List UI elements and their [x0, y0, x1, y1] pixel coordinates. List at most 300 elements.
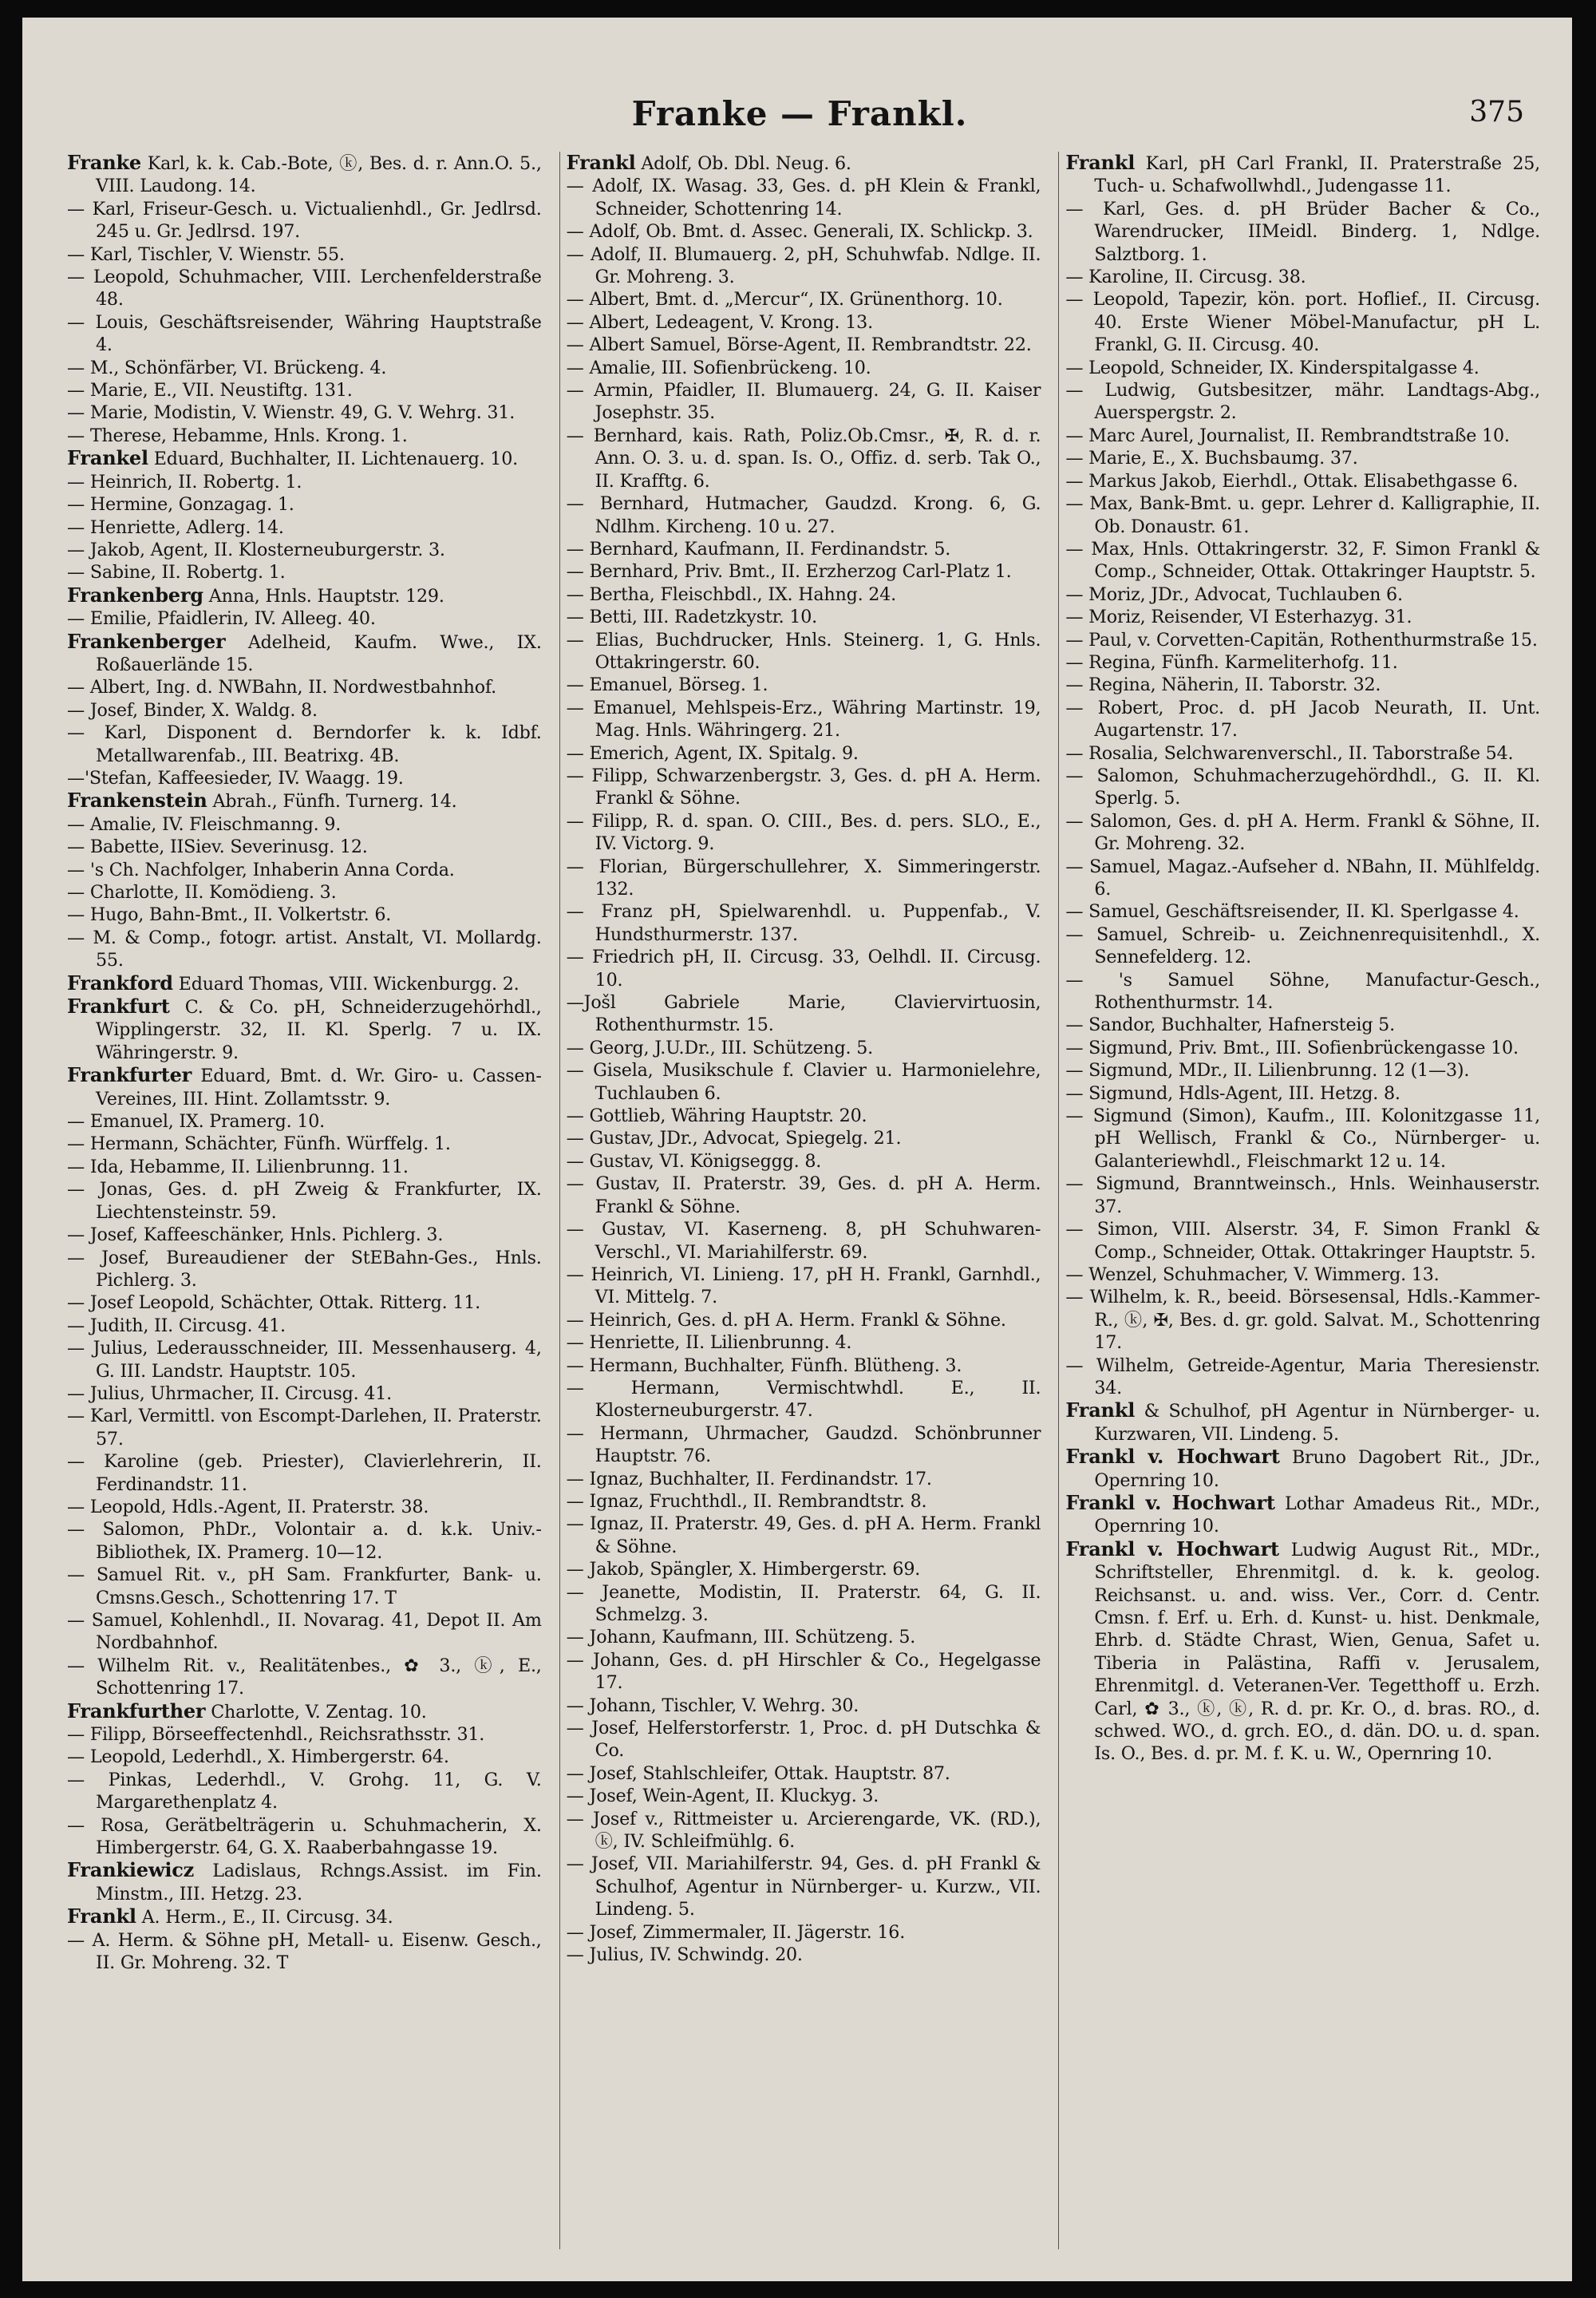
entry-text: — Samuel, Kohlenhdl., II. Novarag. 41, Depot II. Am Nordbahnhof. — [67, 1610, 542, 1654]
entry-text: — Sigmund, MDr., II. Lilienbrunng. 12 (1—3). — [1065, 1060, 1470, 1082]
entry-text: — Adolf, Ob. Bmt. d. Assec. Generali, IX. Schlickp. 3. — [566, 221, 1033, 243]
entry-text: — Josef v., Rittmeister u. Arcierengarde, VK. (RD.), ⓚ, IV. Schleifmühlg. 6. — [566, 1808, 1041, 1853]
directory-entry — [567, 334, 1041, 356]
directory-entry — [567, 1513, 1041, 1558]
directory-entry — [67, 789, 542, 813]
entry-text: Adelheid, Kaufm. Wwe., IX. Roßauerlände 15. — [96, 631, 542, 675]
directory-entry — [567, 311, 1041, 334]
entry-text: — Bertha, Fleischbdl., IX. Hahng. 24. — [566, 583, 896, 605]
directory-entry — [567, 697, 1041, 742]
entry-text: — Bernhard, Hutmacher, Gaudzd. Krong. 6, G. Ndlhm. Kircheng. 10 u. 27. — [566, 493, 1041, 537]
entry-text: — Hugo, Bahn-Bmt., II. Volkertstr. 6. — [67, 904, 392, 926]
directory-entry — [67, 1769, 542, 1814]
entry-text: — Julius, Uhrmacher, II. Circusg. 41. — [67, 1382, 392, 1404]
entry-text: Eduard Thomas, VIII. Wickenburgg. 2. — [178, 973, 519, 995]
directory-entry — [567, 152, 1041, 175]
directory-entry — [567, 1173, 1041, 1218]
directory-entry — [1065, 1059, 1540, 1082]
entry-text: — Judith, II. Circusg. 41. — [67, 1315, 286, 1336]
directory-entry — [67, 243, 542, 266]
entry-surname: Frankfurter — [67, 1063, 192, 1087]
directory-entry — [67, 881, 542, 904]
entry-text: — A. Herm. & Söhne pH, Metall- u. Eisenw. Gesch., II. Gr. Mohreng. 32. T — [67, 1929, 542, 1974]
directory-entry — [67, 1156, 542, 1178]
directory-entry — [67, 357, 542, 379]
entry-text: Ludwig August Rit., MDr., Schriftsteller, Ehrenmitgl. d. k. k. geolog. Reichsanst. u. and. wiss. Ver., Corr. d. Centr. Cmsn. f. Erf. u. Erh. d. Kunst- u. hist. Denkmale, Ehrb. d. Städte Chrast, Wien, Genua, Safet u. Tiberia in Palästina, Raffi v. Jerusalem, Ehrenmitgl. d. Veteranen-Ver. Tegetthoff u. Erzh. Carl, ✿ 3., ⓚ, ⓚ, R. d. pr. Kr. O., d. bras. RO., d. schwed. WO., d. grch. EO., d. dän. DO. u. d. span. Is. O., Bes. d. pr. M. f. K. u. W., Opernring 10. — [1094, 1539, 1541, 1765]
directory-entry — [567, 1944, 1041, 1966]
entry-text: — M. & Comp., fotogr. artist. Anstalt, VI. Mollardg. 55. — [67, 927, 542, 971]
directory-entry — [567, 1490, 1041, 1513]
entry-text: — Heinrich, Ges. d. pH A. Herm. Frankl & Söhne. — [566, 1309, 1006, 1331]
directory-entry — [567, 629, 1041, 674]
entry-text: — Leopold, Tapezir, kön. port. Hoflief., II. Circusg. 40. Erste Wiener Möbel-Manufactur, pH L. Frankl, G. II. Circusg. 40. — [1065, 289, 1541, 356]
entry-text: Abrah., Fünfh. Turnerg. 14. — [212, 791, 457, 813]
entry-text: — Albert, Ing. d. NWBahn, II. Nordwestbahnhof. — [67, 677, 497, 698]
entry-text: — Leopold, Hdls.-Agent, II. Praterstr. 38. — [67, 1496, 429, 1517]
directory-entry — [567, 1808, 1041, 1853]
directory-entry — [567, 810, 1041, 856]
directory-entry — [67, 699, 542, 722]
entry-text: — Elias, Buchdrucker, Hnls. Steinerg. 1, G. Hnls. Ottakringerstr. 60. — [566, 629, 1041, 673]
directory-entry — [67, 1315, 542, 1337]
directory-entry — [1065, 379, 1540, 425]
directory-entry — [67, 836, 542, 858]
directory-entry — [67, 1723, 542, 1746]
directory-entry — [67, 1405, 542, 1450]
entry-text: — Robert, Proc. d. pH Jacob Neurath, II. Unt. Augartenstr. 17. — [1065, 697, 1541, 742]
directory-entry — [67, 1450, 542, 1496]
entry-text: —'Stefan, Kaffeesieder, IV. Waagg. 19. — [67, 767, 404, 789]
entry-text: — Rosalia, Selchwarenverschl., II. Taborstraße 54. — [1065, 742, 1514, 764]
entry-text: — Samuel, Magaz.-Aufseher d. NBahn, II. Mühlfeldg. 6. — [1065, 856, 1541, 900]
entry-text: — Emanuel, IX. Pramerg. 10. — [67, 1111, 326, 1133]
directory-entry — [67, 859, 542, 881]
entry-text: — Heinrich, II. Robertg. 1. — [67, 471, 302, 492]
entry-text: — Adolf, II. Blumauerg. 2, pH, Schuhwfab. Ndlge. II. Gr. Mohreng. 3. — [566, 243, 1041, 288]
entry-text: — Hermann, Vermischtwhdl. E., II. Klosterneuburgerstr. 47. — [566, 1377, 1041, 1422]
entry-text: — Johann, Ges. d. pH Hirschler & Co., Hegelgasse 17. — [566, 1649, 1041, 1694]
entry-text: — Bernhard, kais. Rath, Poliz.Ob.Cmsr., ✠, R. d. r. Ann. O. 3. u. d. span. Is. O., Offiz. d. serb. Tak O., II. Krafftg. 6. — [566, 425, 1041, 492]
entry-text: — Karl, Ges. d. pH Brüder Bacher & Co., Warendrucker, IIMeidl. Binderg. 1, Ndlge. Salztborg. 1. — [1065, 198, 1541, 265]
entry-text: — Josef, VII. Mariahilferstr. 94, Ges. d. pH Frankl & Schulhof, Agentur in Nürnberger- u. Kurzw., VII. Lindeng. 5. — [566, 1853, 1041, 1920]
directory-entry — [67, 1291, 542, 1314]
directory-entry — [67, 425, 542, 447]
entry-text: Eduard, Buchhalter, II. Lichtenauerg. 10. — [153, 449, 518, 470]
directory-entry — [1065, 1538, 1540, 1766]
directory-entry — [1065, 1105, 1540, 1173]
entry-text: — Ida, Hebamme, II. Lilienbrunng. 11. — [67, 1156, 409, 1177]
entry-text: — Josef, Stahlschleifer, Ottak. Hauptstr. 87. — [566, 1762, 950, 1784]
directory-entry — [67, 311, 542, 357]
directory-entry — [567, 583, 1041, 606]
directory-entry — [567, 742, 1041, 765]
entry-text: — Georg, J.U.Dr., III. Schützeng. 5. — [566, 1037, 873, 1058]
entry-text: — Karl, Tischler, V. Wienstr. 55. — [67, 243, 345, 265]
entry-text: — Betti, III. Radetzkystr. 10. — [566, 607, 818, 628]
directory-entry — [567, 1127, 1041, 1149]
entry-text: — Ignaz, II. Praterstr. 49, Ges. d. pH A. Herm. Frankl & Söhne. — [566, 1513, 1041, 1557]
directory-entry — [567, 175, 1041, 220]
entry-surname: Frankel — [67, 446, 148, 470]
directory-entry — [567, 538, 1041, 560]
column-left — [67, 152, 542, 2249]
entry-text: — Emanuel, Mehlspeis-Erz., Währing Martinstr. 19, Mag. Hnls. Währingerg. 21. — [566, 697, 1041, 742]
directory-entry — [67, 1859, 542, 1905]
directory-entry — [1065, 856, 1540, 901]
directory-entry — [67, 401, 542, 424]
entry-text: — 's Samuel Söhne, Manufactur-Gesch., Rothenthurmstr. 14. — [1065, 969, 1541, 1014]
directory-entry — [567, 220, 1041, 243]
running-head: Franke — Frankl. — [631, 94, 968, 133]
entry-text: — Babette, IISiev. Severinusg. 12. — [67, 837, 368, 858]
entry-text: — Emilie, Pfaidlerin, IV. Alleeg. 40. — [67, 608, 376, 630]
directory-entry — [567, 492, 1041, 538]
directory-entry — [567, 1037, 1041, 1059]
entry-text: Karl, pH Carl Frankl, II. Praterstraße 25, Tuch- u. Schafwollwhdl., Judengasse 11. — [1094, 153, 1541, 197]
directory-entry — [67, 152, 542, 198]
directory-entry — [1065, 1037, 1540, 1059]
directory-entry — [567, 856, 1041, 901]
entry-text: — Filipp, Börseeffectenhdl., Reichsrathsstr. 31. — [67, 1724, 485, 1746]
directory-entry — [1065, 1264, 1540, 1286]
entry-surname: Frankl — [67, 1904, 136, 1928]
entry-text: — Marie, E., X. Buchsbaumg. 37. — [1065, 448, 1358, 469]
directory-entry — [567, 1150, 1041, 1173]
directory-entry — [67, 1609, 542, 1655]
directory-entry — [67, 1064, 542, 1110]
entry-text: — Wilhelm, Getreide-Agentur, Maria Theresienstr. 34. — [1065, 1355, 1541, 1398]
directory-entry — [567, 946, 1041, 991]
entry-text: — Wenzel, Schuhmacher, V. Wimmerg. 13. — [1065, 1264, 1440, 1285]
entry-text: A. Herm., E., II. Circusg. 34. — [141, 1907, 393, 1928]
entry-text: — Karoline, II. Circusg. 38. — [1065, 267, 1306, 288]
directory-entry — [1065, 266, 1540, 288]
entry-text: — M., Schönfärber, VI. Brückeng. 4. — [67, 357, 387, 378]
entry-text: — Therese, Hebamme, Hnls. Krong. 1. — [67, 425, 408, 446]
entry-text: — Gustav, JDr., Advocat, Spiegelg. 21. — [566, 1128, 902, 1149]
entry-text: — Gustav, VI. Königseggg. 8. — [566, 1150, 822, 1172]
directory-entry — [1065, 810, 1540, 856]
directory-entry — [67, 904, 542, 926]
directory-entry — [67, 607, 542, 630]
directory-entry — [1065, 969, 1540, 1015]
entry-text: Bruno Dagobert Rit., JDr., Opernring 10. — [1094, 1447, 1540, 1491]
entry-text: — Louis, Geschäftsreisender, Währing Hauptstraße 4. — [67, 311, 542, 356]
entry-text: — Karl, Disponent d. Berndorfer k. k. Idbf. Metallwarenfab., III. Beatrixg. 4B. — [67, 722, 542, 766]
directory-entry — [1065, 924, 1540, 969]
entry-text: Charlotte, V. Zentag. 10. — [211, 1701, 427, 1723]
directory-entry — [67, 539, 542, 561]
directory-entry — [567, 1355, 1041, 1377]
entry-text: — Pinkas, Lederhdl., V. Grohg. 11, G. V. Margarethenplatz 4. — [67, 1769, 542, 1813]
directory-entry — [67, 1337, 542, 1382]
entry-text: — Wilhelm, k. R., beeid. Börsesensal, Hdls.-Kammer-R., ⓚ, ✠, Bes. d. gr. gold. Salvat. M., Schottenring 17. — [1065, 1287, 1541, 1354]
entry-text: — Sigmund, Hdls-Agent, III. Hetzg. 8. — [1065, 1082, 1400, 1104]
directory-entry — [67, 561, 542, 583]
directory-entry — [1065, 538, 1540, 583]
entry-text: — Emerich, Agent, IX. Spitalg. 9. — [566, 742, 859, 764]
directory-entry — [1065, 629, 1540, 651]
entry-text: — Florian, Bürgerschullehrer, X. Simmeringerstr. 132. — [566, 856, 1041, 900]
directory-columns — [67, 152, 1540, 2249]
entry-text: Lothar Amadeus Rit., MDr., Opernring 10. — [1094, 1493, 1541, 1537]
entry-text: — Albert, Bmt. d. „Mercur“, IX. Grünenthorg. 10. — [566, 289, 1003, 310]
directory-entry — [67, 767, 542, 789]
entry-text: Karl, k. k. Cab.-Bote, ⓚ, Bes. d. r. Ann.O. 5., VIII. Laudong. 14. — [96, 153, 542, 197]
directory-entry — [1065, 447, 1540, 469]
directory-entry — [1065, 357, 1540, 379]
directory-entry — [67, 995, 542, 1064]
directory-entry — [1065, 1218, 1540, 1264]
entry-surname: Frankfurt — [67, 995, 170, 1018]
entry-text: — Leopold, Lederhdl., X. Himbergerstr. 64. — [67, 1746, 449, 1768]
entry-text: — Sandor, Buchhalter, Hafnersteig 5. — [1065, 1015, 1395, 1036]
entry-text: Adolf, Ob. Dbl. Neug. 6. — [641, 153, 851, 174]
directory-entry — [67, 1518, 542, 1564]
entry-text: — Hermine, Gonzagag. 1. — [67, 494, 294, 516]
directory-entry — [1065, 1355, 1540, 1400]
directory-entry — [567, 1558, 1041, 1580]
entry-text: — Regina, Fünfh. Karmeliterhofg. 11. — [1065, 651, 1398, 673]
directory-entry — [567, 379, 1041, 425]
directory-entry — [1065, 651, 1540, 674]
directory-entry — [1065, 742, 1540, 765]
entry-text: — Albert, Ledeagent, V. Krong. 13. — [566, 311, 873, 333]
entry-surname: Frankford — [67, 971, 173, 995]
directory-entry — [67, 266, 542, 311]
entry-text: — Gottlieb, Währing Hauptstr. 20. — [566, 1105, 867, 1127]
entry-text: — Josef, Binder, X. Waldg. 8. — [67, 699, 318, 721]
entry-text: — Marie, E., VII. Neustiftg. 131. — [67, 380, 353, 401]
entry-text: — Adolf, IX. Wasag. 33, Ges. d. pH Klein & Frankl, Schneider, Schottenring 14. — [566, 176, 1041, 220]
entry-text: — Gisela, Musikschule f. Clavier u. Harmonielehre, Tuchlauben 6. — [566, 1060, 1041, 1104]
entry-text: — Hermann, Uhrmacher, Gaudzd. Schönbrunner Hauptstr. 76. — [566, 1422, 1041, 1467]
directory-entry — [1065, 900, 1540, 923]
directory-entry — [567, 1468, 1041, 1490]
directory-entry — [567, 674, 1041, 696]
entry-surname: Frankiewicz — [67, 1858, 195, 1882]
directory-entry — [567, 357, 1041, 379]
directory-entry — [1065, 1399, 1540, 1446]
directory-entry — [1065, 697, 1540, 742]
entry-text: — Amalie, IV. Fleischmanng. 9. — [67, 813, 342, 835]
directory-entry — [67, 1929, 542, 1975]
directory-entry — [67, 1224, 542, 1246]
directory-entry — [1065, 1492, 1540, 1538]
entry-text: — Karl, Friseur-Gesch. u. Victualienhdl., Gr. Jedlrsd. 245 u. Gr. Jedlrsd. 197. — [67, 198, 542, 243]
entry-text: — Charlotte, II. Komödieng. 3. — [67, 882, 337, 903]
entry-text: — Josef, Bureaudiener der StEBahn-Ges., Hnls. Pichlerg. 3. — [67, 1247, 542, 1291]
entry-text: — Hermann, Buchhalter, Fünfh. Blütheng. 3. — [566, 1355, 962, 1376]
directory-entry — [567, 1059, 1041, 1105]
entry-text: — Sigmund, Priv. Bmt., III. Sofienbrückengasse 10. — [1065, 1037, 1519, 1058]
directory-entry — [67, 1110, 542, 1133]
entry-text: — Julius, Lederausschneider, III. Messenhauserg. 4, G. III. Landstr. Hauptstr. 105. — [67, 1338, 542, 1382]
entry-text: — Samuel, Schreib- u. Zeichnenrequisitenhdl., X. Sennefelderg. 12. — [1065, 924, 1541, 968]
directory-entry — [567, 1581, 1041, 1627]
directory-entry — [1065, 198, 1540, 266]
directory-entry — [567, 1218, 1041, 1264]
directory-entry — [567, 288, 1041, 310]
entry-text: — Jakob, Spängler, X. Himbergerstr. 69. — [566, 1559, 921, 1580]
entry-text: — Salomon, Ges. d. pH A. Herm. Frankl & Söhne, II. Gr. Mohreng. 32. — [1065, 810, 1541, 855]
entry-text: — Regina, Näherin, II. Taborstr. 32. — [1065, 674, 1381, 696]
directory-entry — [567, 1695, 1041, 1717]
entry-text: — Ignaz, Fruchthdl., II. Rembrandtstr. 8. — [566, 1490, 927, 1512]
entry-surname: Frankfurther — [67, 1699, 206, 1723]
entry-text: — Marc Aurel, Journalist, II. Rembrandtstraße 10. — [1065, 425, 1510, 446]
entry-text: — Karoline (geb. Priester), Clavierlehrerin, II. Ferdinandstr. 11. — [67, 1451, 542, 1495]
directory-entry — [567, 1105, 1041, 1127]
directory-entry — [567, 425, 1041, 492]
directory-entry — [567, 1762, 1041, 1785]
directory-entry — [67, 379, 542, 401]
directory-entry — [67, 927, 542, 972]
directory-entry — [1065, 583, 1540, 606]
entry-surname: Frankl v. Hochwart — [1065, 1490, 1275, 1514]
entry-text: — Hermann, Schächter, Fünfh. Würffelg. 1. — [67, 1133, 451, 1155]
directory-entry — [67, 1178, 542, 1224]
entry-text: — Sigmund (Simon), Kaufm., III. Kolonitzgasse 11, pH Wellisch, Frankl & Co., Nürnberger- u. Galanteriewhdl., Fleischmarkt 12 u. 14. — [1065, 1105, 1541, 1172]
entry-text: — Leopold, Schneider, IX. Kinderspitalgasse 4. — [1065, 357, 1479, 378]
entry-surname: Frankl v. Hochwart — [1065, 1537, 1279, 1560]
entry-text: — Julius, IV. Schwindg. 20. — [566, 1944, 803, 1966]
entry-text: — Max, Hnls. Ottakringerstr. 32, F. Simon Frankl & Comp., Schneider, Ottak. Ottakringer Hauptstr. 5. — [1065, 538, 1541, 583]
directory-entry — [567, 1331, 1041, 1354]
entry-surname: Frankenstein — [67, 789, 207, 813]
entry-text: & Schulhof, pH Agentur in Nürnberger- u. Kurzwaren, VII. Lindeng. 5. — [1094, 1401, 1541, 1445]
directory-entry — [67, 813, 542, 836]
entry-text: — Leopold, Schuhmacher, VIII. Lerchenfelderstraße 48. — [67, 267, 542, 310]
entry-text: C. & Co. pH, Schneiderzugehörhdl., Wipplingerstr. 32, II. Kl. Sperlg. 7 u. IX. Währingerstr. 9. — [96, 997, 542, 1063]
entry-text: — Bernhard, Kaufmann, II. Ferdinandstr. 5. — [566, 538, 951, 560]
entry-text: — Johann, Tischler, V. Wehrg. 30. — [566, 1695, 859, 1716]
entry-text: — Armin, Pfaidler, II. Blumauerg. 24, G. II. Kaiser Josephstr. 35. — [566, 380, 1041, 424]
entry-text: — Jeanette, Modistin, II. Praterstr. 64, G. II. Schmelzg. 3. — [566, 1581, 1041, 1625]
directory-entry — [67, 471, 542, 493]
directory-entry — [67, 631, 542, 677]
directory-entry — [1065, 674, 1540, 696]
directory-entry — [567, 1377, 1041, 1422]
entry-text: — Max, Bank-Bmt. u. gepr. Lehrer d. Kalligraphie, II. Ob. Donaustr. 61. — [1065, 493, 1541, 537]
directory-entry — [567, 1717, 1041, 1762]
directory-entry — [67, 1814, 542, 1860]
entry-text: — Emanuel, Börseg. 1. — [566, 674, 768, 696]
entry-text: — Ludwig, Gutsbesitzer, mähr. Landtags-Abg., Auerspergstr. 2. — [1065, 380, 1541, 424]
directory-entry — [67, 1133, 542, 1155]
entry-surname: Frankl — [1065, 151, 1136, 174]
entry-text: — Moriz, Reisender, VI Esterhazyg. 31. — [1065, 607, 1412, 628]
entry-text: — Josef, Helferstorferstr. 1, Proc. d. pH Dutschka & Co. — [566, 1718, 1041, 1762]
column-right — [1058, 152, 1540, 2249]
entry-text: — Jakob, Agent, II. Klosterneuburgerstr. 3. — [67, 539, 445, 560]
directory-entry — [1065, 152, 1540, 198]
directory-entry — [67, 722, 542, 767]
directory-entry — [567, 1785, 1041, 1807]
directory-entry — [1065, 1082, 1540, 1105]
directory-entry — [1065, 288, 1540, 356]
directory-entry — [567, 1422, 1041, 1468]
directory-entry — [567, 1921, 1041, 1944]
entry-text: — Ignaz, Buchhalter, II. Ferdinandstr. 17. — [566, 1468, 932, 1489]
directory-entry — [67, 584, 542, 607]
entry-text: — Paul, v. Corvetten-Capitän, Rothenthurmstraße 15. — [1065, 629, 1538, 651]
directory-entry — [567, 1264, 1041, 1309]
entry-text: — 's Ch. Nachfolger, Inhaberin Anna Corda. — [67, 859, 455, 880]
entry-text: — Josef Leopold, Schächter, Ottak. Ritterg. 11. — [67, 1292, 481, 1314]
page-header — [67, 94, 1532, 142]
directory-entry — [67, 1382, 542, 1405]
entry-text: — Wilhelm Rit. v., Realitätenbes., ✿ 3., ⓚ, E., Schottenring 17. — [67, 1655, 542, 1699]
directory-entry — [567, 1649, 1041, 1695]
entry-text: — Markus Jakob, Eierhdl., Ottak. Elisabethgasse 6. — [1065, 470, 1519, 492]
directory-page — [22, 18, 1572, 2281]
directory-entry — [1065, 1286, 1540, 1354]
entry-text: — Franz pH, Spielwarenhdl. u. Puppenfab., V. Hundsthurmerstr. 137. — [566, 901, 1041, 945]
entry-text: Ladislaus, Rchngs.Assist. im Fin. Minstm., III. Hetzg. 23. — [96, 1861, 542, 1904]
directory-entry — [567, 900, 1041, 946]
directory-entry — [1065, 1173, 1540, 1218]
entry-text: — Gustav, II. Praterstr. 39, Ges. d. pH A. Herm. Frankl & Söhne. — [566, 1173, 1041, 1217]
directory-entry — [67, 972, 542, 995]
entry-text: — Filipp, Schwarzenbergstr. 3, Ges. d. pH A. Herm. Frankl & Söhne. — [566, 765, 1041, 809]
entry-text: — Sabine, II. Robertg. 1. — [67, 562, 286, 583]
entry-text: — Bernhard, Priv. Bmt., II. Erzherzog Carl-Platz 1. — [566, 561, 1012, 583]
entry-surname: Frankl — [1065, 1398, 1136, 1422]
entry-text: — Rosa, Gerätbelträgerin u. Schuhmacherin, X. Himbergerstr. 64, G. X. Raaberbahngasse 19. — [67, 1814, 542, 1859]
directory-entry — [67, 1247, 542, 1292]
entry-text: — Samuel Rit. v., pH Sam. Frankfurter, Bank- u. Cmsns.Gesch., Schottenring 17. T — [67, 1564, 542, 1608]
directory-entry — [67, 516, 542, 539]
directory-entry — [1065, 765, 1540, 810]
directory-entry — [67, 1564, 542, 1609]
directory-entry — [567, 606, 1041, 628]
entry-text: — Josef, Kaffeeschänker, Hnls. Pichlerg. 3. — [67, 1224, 444, 1246]
directory-entry — [1065, 492, 1540, 538]
entry-text: — Gustav, VI. Kaserneng. 8, pH Schuhwaren-Verschl., VI. Mariahilferstr. 69. — [566, 1219, 1041, 1263]
entry-surname: Franke — [67, 151, 141, 174]
directory-entry — [1065, 425, 1540, 447]
column-middle — [559, 152, 1041, 2249]
entry-text: — Salomon, Schuhmacherzugehördhdl., G. II. Kl. Sperlg. 5. — [1065, 765, 1541, 809]
directory-entry — [567, 1853, 1041, 1920]
entry-text: — Albert Samuel, Börse-Agent, II. Rembrandtstr. 22. — [566, 334, 1032, 356]
directory-entry — [567, 560, 1041, 583]
entry-text: — Heinrich, VI. Linieng. 17, pH H. Frankl, Garnhdl., VI. Mittelg. 7. — [566, 1264, 1041, 1308]
directory-entry — [67, 676, 542, 698]
directory-entry — [67, 1496, 542, 1518]
entry-text: — Marie, Modistin, V. Wienstr. 49, G. V. Wehrg. 31. — [67, 402, 516, 424]
directory-entry — [67, 198, 542, 243]
entry-text: — Johann, Kaufmann, III. Schützeng. 5. — [566, 1627, 916, 1648]
directory-entry — [67, 493, 542, 516]
entry-text: — Salomon, PhDr., Volontair a. d. k.k. Univ.-Bibliothek, IX. Pramerg. 10—12. — [67, 1519, 542, 1563]
entry-text: Eduard, Bmt. d. Wr. Giro- u. Cassen-Vereines, III. Hint. Zollamtsstr. 9. — [96, 1066, 542, 1109]
entry-surname: Frankenberger — [67, 629, 226, 653]
entry-text: — Filipp, R. d. span. O. CIII., Bes. d. pers. SLO., E., IV. Victorg. 9. — [566, 810, 1041, 855]
entry-text: —Jošl Gabriele Marie, Claviervirtuosin, Rothenthurmstr. 15. — [566, 992, 1041, 1036]
directory-entry — [67, 447, 542, 470]
entry-text: Anna, Hnls. Hauptstr. 129. — [208, 585, 444, 607]
directory-entry — [67, 1746, 542, 1768]
directory-entry — [567, 1626, 1041, 1648]
entry-text: — Karl, Vermittl. von Escompt-Darlehen, II. Praterstr. 57. — [67, 1406, 542, 1450]
entry-text: — Jonas, Ges. d. pH Zweig & Frankfurter, IX. Liechtensteinstr. 59. — [67, 1179, 542, 1223]
entry-text: — Moriz, JDr., Advocat, Tuchlauben 6. — [1065, 583, 1403, 605]
directory-entry — [567, 243, 1041, 289]
entry-surname: Frankenberg — [67, 583, 203, 607]
entry-text: — Josef, Wein-Agent, II. Kluckyg. 3. — [566, 1786, 879, 1807]
